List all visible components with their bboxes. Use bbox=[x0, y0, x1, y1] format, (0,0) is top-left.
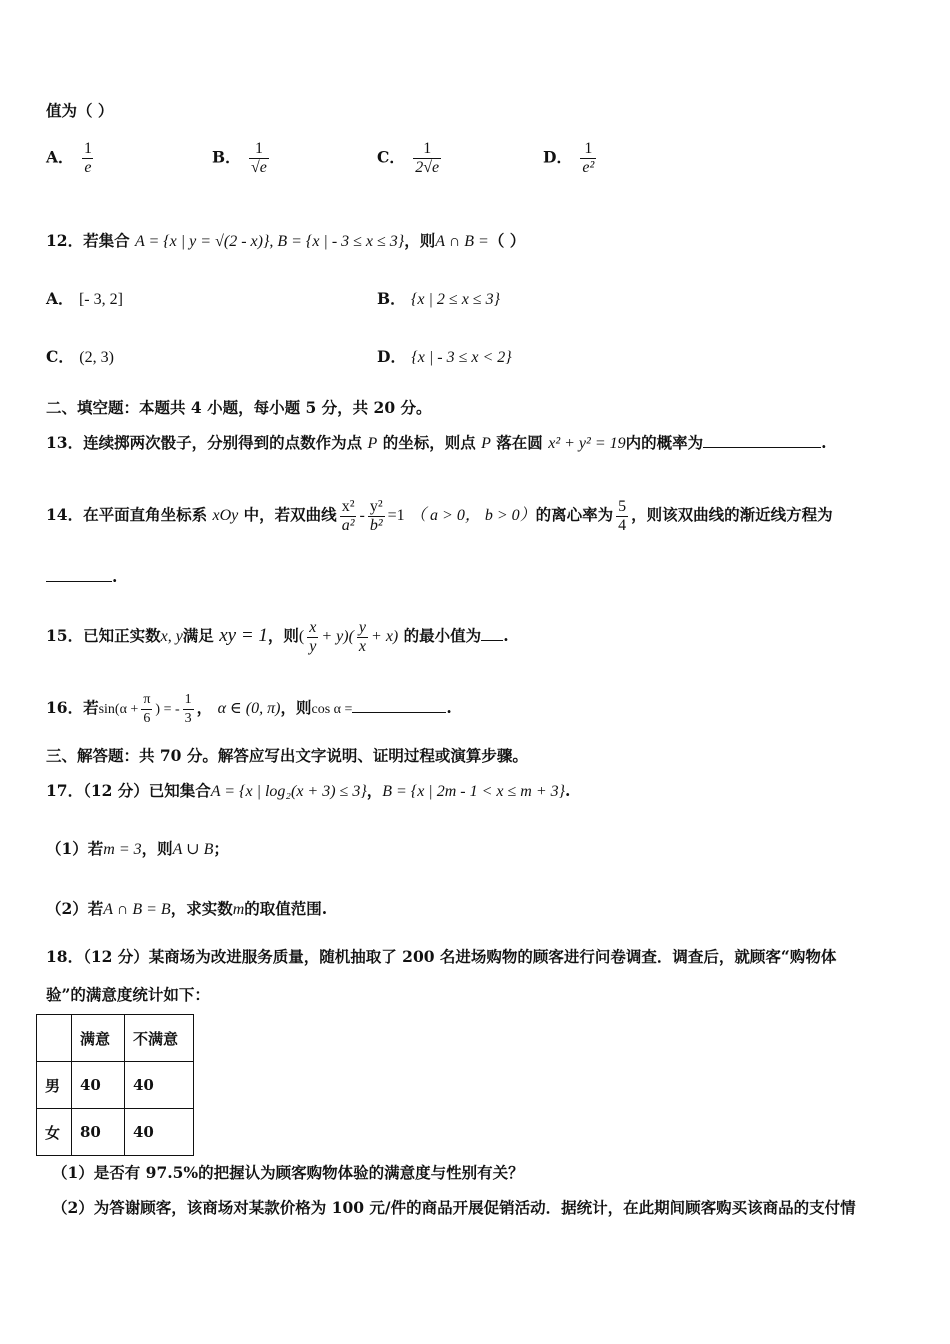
q18-sub-2: （2）为答谢顾客，该商场对某款价格为 100 元/件的商品开展促销活动．据统计，在此期间顾客购买该商品的支付情 bbox=[52, 1198, 856, 1217]
table-header-cell: 不满意 bbox=[125, 1015, 194, 1062]
q14-text-1: 在平面直角坐标系 bbox=[83, 505, 208, 524]
q14-fraction-y: $\frac{\text{y²}}{\text{b²}}$ bbox=[369, 497, 383, 534]
q14-stem bbox=[46, 495, 833, 536]
q17-comma: ， bbox=[366, 781, 383, 800]
q17-text: （12 分）已知集合 bbox=[83, 781, 211, 800]
q15-text-1: 已知正实数 bbox=[83, 626, 161, 645]
q12-expr: A ∩ B = bbox=[435, 233, 489, 250]
q16-text-1: 若 bbox=[83, 698, 99, 717]
table-header-row bbox=[37, 1015, 194, 1062]
q17-part-2-label: （2）若 bbox=[46, 899, 104, 918]
question-number: 14． bbox=[46, 505, 84, 524]
q17-part-1-end: ； bbox=[213, 839, 229, 858]
q13-stem bbox=[46, 432, 827, 455]
q14-text-3: 的离心率为 bbox=[535, 505, 614, 524]
q13-text-4: 内的概率为 bbox=[625, 433, 704, 452]
option-label: C． bbox=[377, 147, 405, 167]
q14-text-4: ，则该双曲线的渐近线方程为 bbox=[631, 505, 833, 524]
q14-end: . bbox=[112, 567, 118, 586]
question-number: 17． bbox=[46, 781, 84, 800]
q16-sin: sin(α + bbox=[98, 702, 139, 717]
q13-text-1: 连续掷两次骰子，分别得到的点数作为点 bbox=[83, 433, 363, 452]
q15-expr-mid: + y)( bbox=[321, 628, 354, 645]
q12-prefix: 若集合 bbox=[83, 231, 130, 250]
option-fraction: $\frac{1}{2√e}$ bbox=[415, 140, 440, 176]
answer-blank bbox=[352, 702, 446, 713]
q14-coordinate-system: xOy bbox=[212, 507, 239, 524]
q16-range: α ∈ (0, π) bbox=[217, 700, 281, 717]
q17-part-1 bbox=[46, 838, 229, 861]
option-value: {x | - 3 ≤ x < 2} bbox=[411, 349, 512, 366]
q14-condition: （ a > 0， b > 0） bbox=[410, 507, 536, 524]
q16-stem bbox=[46, 686, 452, 732]
q12-set-a: A = {x | y = √(2 - x)} bbox=[135, 233, 270, 250]
q12-mid: ，则 bbox=[404, 231, 436, 250]
q16-sin-value: ) = - bbox=[155, 702, 180, 717]
table-cell: 40 bbox=[125, 1109, 194, 1156]
q15-condition: xy = 1 bbox=[219, 625, 268, 646]
table-cell: 40 bbox=[72, 1062, 125, 1109]
satisfaction-table bbox=[36, 1014, 194, 1156]
option-label: D． bbox=[377, 347, 406, 366]
q12-suffix: （ ） bbox=[488, 231, 526, 250]
q11-stem-tail: 值为（ ） bbox=[46, 101, 114, 120]
q14-answer-line bbox=[46, 566, 117, 588]
q12-stem bbox=[46, 230, 525, 253]
q18-stem-line-2: 验”的满意度统计如下： bbox=[46, 985, 210, 1004]
option-label: B． bbox=[377, 289, 406, 308]
table-cell: 80 bbox=[72, 1109, 125, 1156]
q16-fraction-pi: $\frac{\pi}{6}$ bbox=[143, 691, 151, 726]
option-label: A． bbox=[46, 289, 74, 308]
table-header-cell: 满意 bbox=[72, 1015, 125, 1062]
q14-fraction-x: $\frac{\text{x²}}{\text{a²}}$ bbox=[341, 497, 355, 534]
q11-option-c bbox=[377, 140, 444, 177]
section-2-heading: 二、填空题：本题共 4 小题，每小题 5 分，共 20 分。 bbox=[46, 398, 432, 417]
q12-option-b bbox=[377, 287, 500, 309]
q13-point-p: P bbox=[367, 435, 378, 452]
q17-stem bbox=[46, 780, 570, 803]
option-fraction: $\frac{1}{e}$ bbox=[83, 140, 92, 176]
q12-set-b: , B = {x | - 3 ≤ x ≤ 3} bbox=[269, 233, 405, 250]
section-3-heading: 三、解答题：共 70 分。解答应写出文字说明、证明过程或演算步骤。 bbox=[46, 746, 528, 765]
q12-option-d bbox=[377, 345, 512, 367]
q17-part-2-end: 的取值范围. bbox=[244, 899, 328, 918]
q17-part-1-label: （1）若 bbox=[46, 839, 104, 858]
option-value: (2, 3) bbox=[79, 349, 114, 366]
q17-set-b: B = {x | 2m - 1 < x ≤ m + 3} bbox=[382, 783, 566, 800]
q13-circle: x² + y² = 19 bbox=[548, 435, 626, 452]
q17-part-1-condition: m = 3 bbox=[103, 841, 142, 858]
question-number: 15． bbox=[46, 626, 84, 645]
answer-blank bbox=[481, 626, 503, 641]
option-value: {x | 2 ≤ x ≤ 3} bbox=[411, 291, 500, 308]
q14-eccentricity: $\frac{5}{4}$ bbox=[618, 497, 627, 534]
q15-text-4: 的最小值为 bbox=[403, 626, 482, 645]
option-fraction: $\frac{1}{\text{e²}}$ bbox=[582, 140, 595, 176]
q14-equals: =1 bbox=[387, 507, 405, 524]
q15-fraction-xy: $\frac{x}{y}$ bbox=[309, 618, 317, 655]
option-fraction: $\frac{1}{√e}$ bbox=[251, 140, 267, 176]
q18-stem-line-1: 18．（12 分）某商场为改进服务质量，随机抽取了 200 名进场购物的顾客进行问卷调查．调查后，就顾客“购物体 bbox=[46, 947, 837, 966]
q15-vars: x, y bbox=[160, 628, 183, 645]
answer-blank bbox=[46, 567, 112, 582]
q12-option-c bbox=[46, 345, 114, 367]
q16-fraction-third: $\frac{1}{3}$ bbox=[184, 691, 192, 726]
table-cell bbox=[37, 1015, 72, 1062]
q15-paren: ( bbox=[298, 628, 305, 645]
q17-end: . bbox=[565, 781, 571, 800]
q11-option-d bbox=[543, 140, 599, 177]
q15-expr-end: + x) bbox=[371, 628, 399, 645]
question-number: 12． bbox=[46, 231, 84, 250]
q16-end: . bbox=[446, 698, 452, 717]
q15-fraction-yx: $\frac{y}{x}$ bbox=[358, 618, 367, 655]
q15-text-3: ，则 bbox=[267, 626, 299, 645]
question-number: 13． bbox=[46, 433, 84, 452]
q16-text-2: ， bbox=[196, 698, 213, 717]
q17-set-a: A = {x | log₂(x + 3) ≤ 3} bbox=[210, 783, 367, 800]
q18-sub-1: （1）是否有 97.5%的把握认为顾客购物体验的满意度与性别有关？ bbox=[52, 1163, 524, 1182]
q17-part-1-expr: A ∪ B bbox=[172, 841, 214, 858]
option-value: [- 3, 2] bbox=[78, 291, 123, 308]
q12-option-a bbox=[46, 287, 123, 309]
q13-text-2: 的坐标，则点 bbox=[382, 433, 476, 452]
q15-text-2: 满足 bbox=[182, 626, 214, 645]
q13-text-3: 落在圆 bbox=[496, 433, 543, 452]
table-row bbox=[37, 1109, 194, 1156]
option-label: A． bbox=[46, 147, 74, 167]
option-label: B． bbox=[212, 147, 241, 167]
option-label: D． bbox=[543, 147, 572, 167]
q13-end: . bbox=[821, 433, 827, 452]
table-cell: 女 bbox=[37, 1109, 72, 1156]
q14-minus: - bbox=[359, 507, 365, 524]
q14-text-2: 中，若双曲线 bbox=[243, 505, 337, 524]
answer-blank bbox=[703, 433, 821, 448]
q16-cos: cos α = bbox=[311, 702, 353, 717]
q16-text-3: ，则 bbox=[280, 698, 312, 717]
table-cell: 40 bbox=[125, 1062, 194, 1109]
table-row bbox=[37, 1062, 194, 1109]
q11-option-a bbox=[46, 140, 97, 177]
q17-part-2-condition: A ∩ B = B bbox=[103, 901, 171, 918]
q11-option-b bbox=[212, 140, 272, 177]
question-number: 16． bbox=[46, 698, 84, 717]
q17-part-2-mid: ，求实数 bbox=[170, 899, 233, 918]
table-cell: 男 bbox=[37, 1062, 72, 1109]
q15-end: . bbox=[503, 626, 509, 645]
q13-point-p-2: P bbox=[481, 435, 491, 452]
q17-part-2-var: m bbox=[232, 901, 245, 918]
q15-stem bbox=[46, 614, 509, 659]
q17-part-1-mid: ，则 bbox=[141, 839, 173, 858]
q17-part-2 bbox=[46, 898, 327, 921]
option-label: C． bbox=[46, 347, 74, 366]
